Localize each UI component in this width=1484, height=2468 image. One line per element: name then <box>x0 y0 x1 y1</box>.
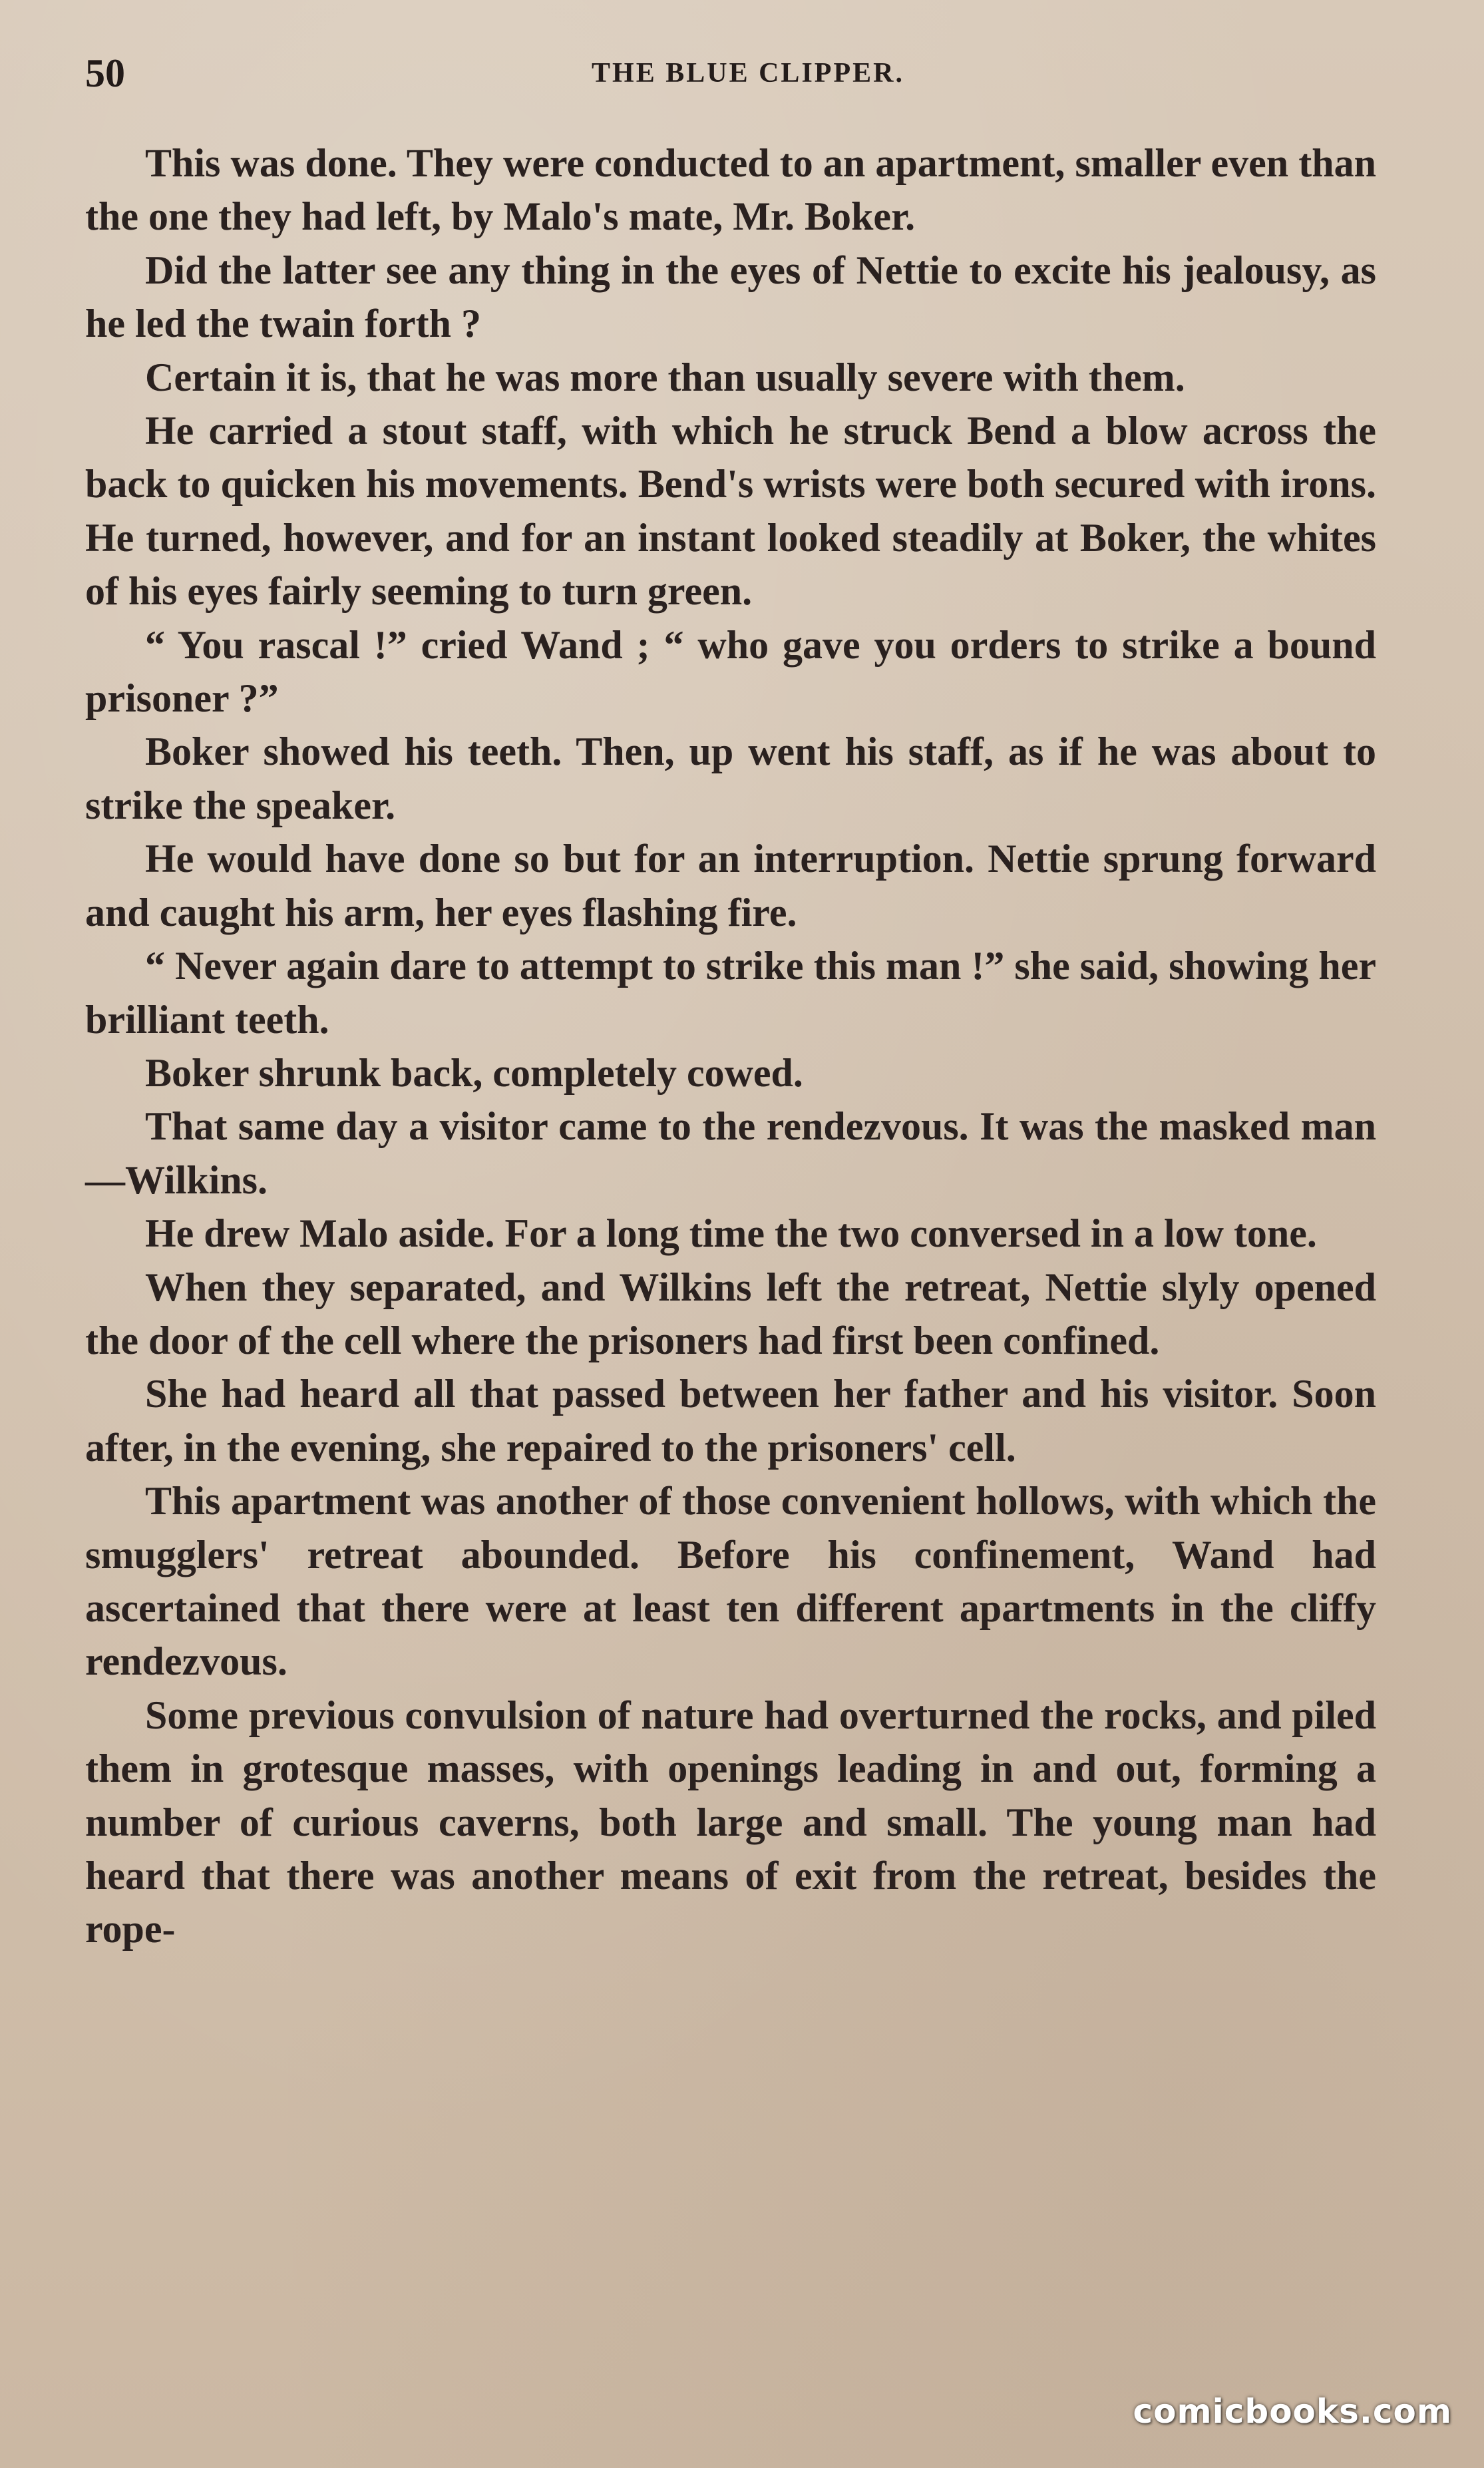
body-text <box>85 136 1376 1956</box>
paragraph: She had heard all that passed between her father and his visitor. Soon after, in the evening, she repaired to the prisoners' cell. <box>85 1372 1376 1470</box>
paragraph: This apartment was another of those convenient hollows, with which the smugglers' retreat abounded. Before his confinement, Wand had ascertained that there were at least ten different apartments in the cliffy rendezvous. <box>85 1479 1376 1684</box>
page-header <box>85 47 1411 100</box>
paragraph: That same day a visitor came to the rendezvous. It was the masked man—Wilkins. <box>85 1104 1376 1202</box>
paragraph: This was done. They were conducted to an apartment, smaller even than the one they had left, by Malo's mate, Mr. Boker. <box>85 141 1376 239</box>
running-title: THE BLUE CLIPPER. <box>592 58 904 89</box>
paragraph: He drew Malo aside. For a long time the two conversed in a low tone. <box>145 1211 1317 1256</box>
paragraph: Some previous convulsion of nature had overturned the rocks, and piled them in grotesque masses, with openings leading in and out, forming a number of curious caverns, both large and small. The young man had heard that there was another means of exit from the retreat, besides the rope- <box>85 1693 1376 1952</box>
paragraph: Certain it is, that he was more than usually severe with them. <box>145 355 1185 399</box>
paragraph: He would have done so but for an interruption. Nettie sprung forward and caught his arm, her eyes flashing fire. <box>85 837 1376 934</box>
paragraph: “ Never again dare to attempt to strike this man !” she said, showing her brilliant teeth. <box>85 944 1376 1042</box>
paragraph: Boker shrunk back, completely cowed. <box>145 1050 803 1095</box>
paragraph: Did the latter see any thing in the eyes of Nettie to excite his jealousy, as he led the twain forth ? <box>85 248 1376 346</box>
page-number: 50 <box>85 51 125 95</box>
paragraph: When they separated, and Wilkins left the retreat, Nettie slyly opened the door of the cell where the prisoners had first been confined. <box>85 1265 1376 1362</box>
paragraph: He carried a stout staff, with which he struck Bend a blow across the back to quicken his movements. Bend's wrists were both secured with irons. He turned, however, and for an instant looked steadily at Boker, the whites of his eyes fairly seeming to turn green. <box>85 409 1376 614</box>
watermark: comicbooks.com <box>1133 2392 1452 2431</box>
paragraph: “ You rascal !” cried Wand ; “ who gave you orders to strike a bound prisoner ?” <box>85 622 1376 721</box>
paragraph: Boker showed his teeth. Then, up went his staff, as if he was about to strike the speaker. <box>85 729 1376 827</box>
